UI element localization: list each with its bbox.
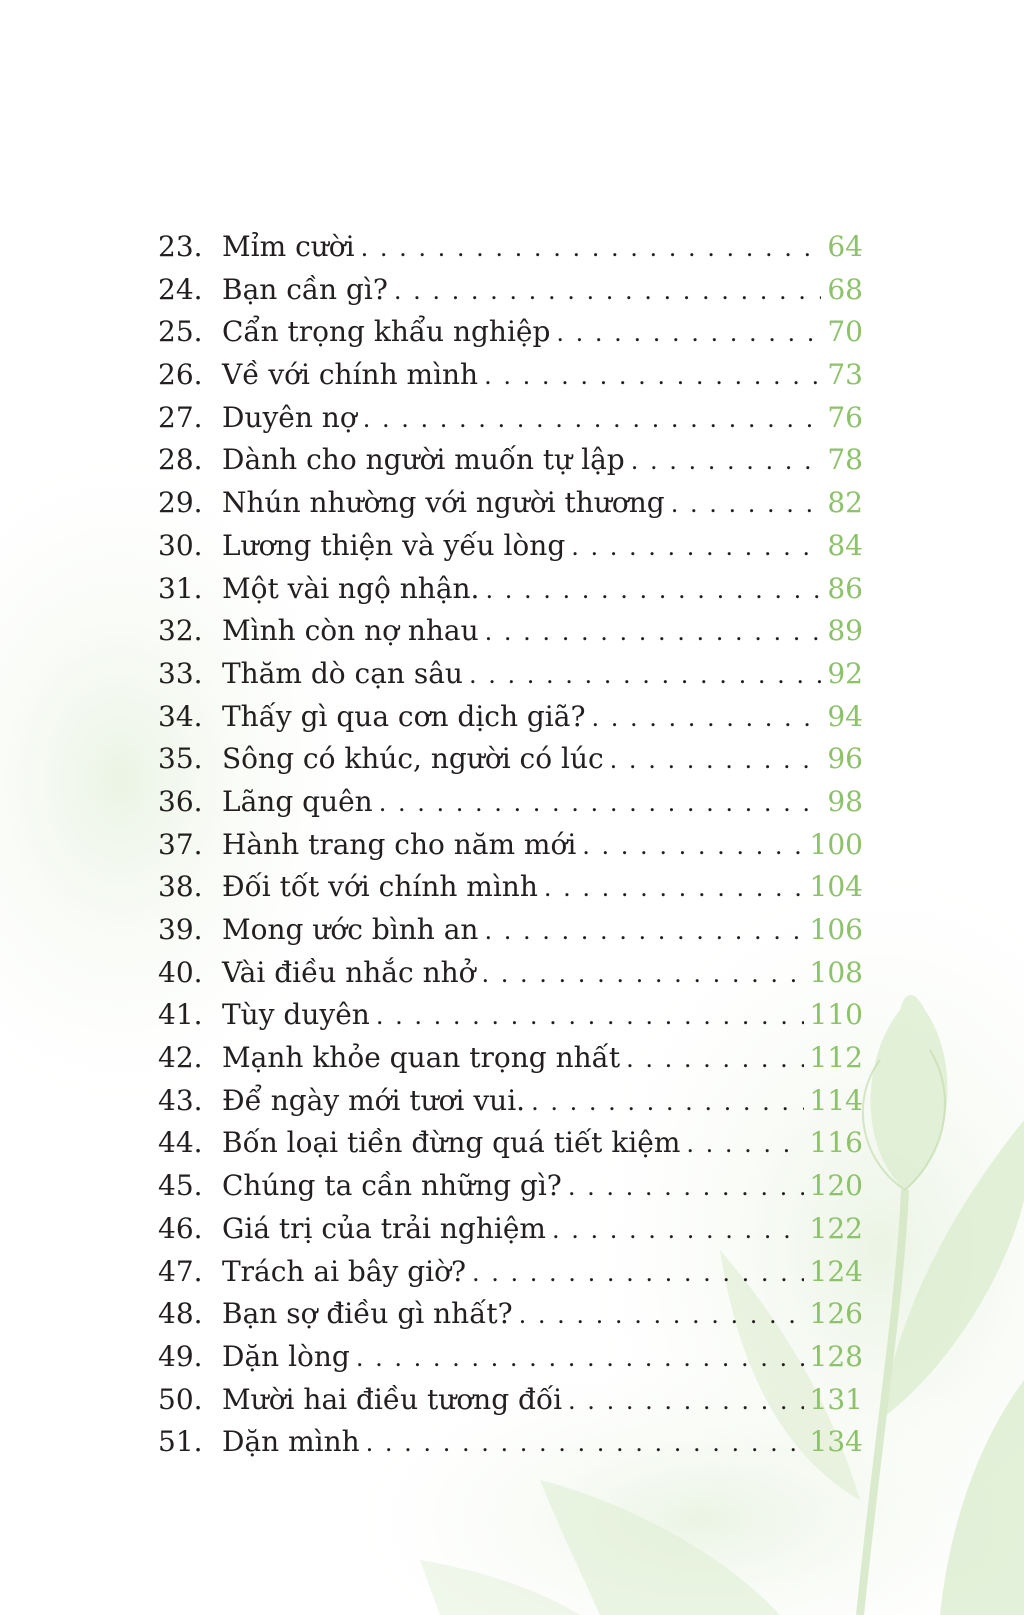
toc-dot-leader: [531, 1081, 803, 1124]
toc-dot-leader: [363, 398, 822, 441]
toc-entry-number: 26.: [158, 358, 203, 392]
toc-entry-number: 38.: [158, 870, 203, 904]
toc-entry-title: Bạn sợ điều gì nhất?: [222, 1297, 513, 1331]
toc-entry-number: 33.: [158, 656, 203, 690]
toc-entry-title: Đối tốt với chính mình: [222, 870, 538, 904]
toc-dot-leader: [472, 1252, 804, 1295]
toc-entry-page-number: 68: [827, 272, 863, 306]
toc-dot-leader: [631, 440, 822, 483]
toc-entry-number: 36.: [158, 784, 203, 818]
toc-entry-page-number: 96: [827, 742, 863, 776]
toc-entry-page-number: 84: [827, 528, 863, 562]
toc-dot-leader: [571, 526, 821, 569]
toc-entry: [158, 610, 863, 653]
toc-entry: [158, 952, 863, 995]
toc-entry: [158, 1251, 863, 1294]
toc-dot-leader: [686, 1123, 803, 1166]
toc-entry-number: 35.: [158, 742, 203, 776]
toc-entry-title: Để ngày mới tươi vui.: [222, 1083, 526, 1117]
toc-entry: [158, 482, 863, 525]
toc-entry-number: 23.: [158, 230, 203, 263]
toc-entry-title: Sông có khúc, người có lúc: [222, 742, 604, 776]
toc-entry-page-number: 76: [827, 400, 863, 434]
toc-entry: [158, 909, 863, 952]
toc-entry-number: 30.: [158, 528, 203, 562]
toc-entry-page-number: 134: [809, 1425, 863, 1459]
toc-entry-page-number: 108: [809, 955, 863, 989]
toc-entry-title: Giá trị của trải nghiệm: [222, 1211, 546, 1245]
toc-entry-page-number: 110: [809, 998, 863, 1032]
toc-entry-title: Tùy duyên: [222, 998, 370, 1032]
toc-entry: [158, 824, 863, 867]
toc-entry: [158, 781, 863, 824]
toc-dot-leader: [485, 611, 822, 654]
toc-entry-number: 44.: [158, 1126, 203, 1160]
toc-entry: [158, 696, 863, 739]
toc-entry-page-number: 112: [809, 1041, 863, 1075]
toc-entry-page-number: 86: [827, 571, 863, 605]
toc-dot-leader: [394, 270, 821, 313]
toc-entry: [158, 994, 863, 1037]
toc-entry-title: Lãng quên: [222, 784, 373, 818]
toc-entry: [158, 866, 863, 909]
toc-entry-number: 49.: [158, 1339, 203, 1373]
toc-dot-leader: [485, 569, 821, 612]
toc-entry: [158, 1421, 863, 1464]
toc-entry-title: Một vài ngộ nhận.: [222, 571, 480, 605]
toc-entry: [158, 1165, 863, 1208]
toc-entry-title: Mình còn nợ nhau: [222, 614, 479, 648]
toc-entry-title: Duyên nợ: [222, 400, 357, 434]
toc-entry-title: Mỉm cười: [222, 230, 355, 263]
toc-entry-title: Dặn mình: [222, 1425, 360, 1459]
toc-entry-number: 40.: [158, 955, 203, 989]
toc-entry-number: 43.: [158, 1083, 203, 1117]
toc-entry-number: 25.: [158, 315, 203, 349]
toc-dot-leader: [556, 312, 821, 355]
toc-dot-leader: [379, 782, 822, 825]
toc-dot-leader: [356, 1337, 804, 1380]
toc-entry: [158, 525, 863, 568]
toc-entry-number: 41.: [158, 998, 203, 1032]
toc-entry: [158, 269, 863, 312]
toc-entry: [158, 568, 863, 611]
toc-entry-page-number: 104: [809, 870, 863, 904]
toc-dot-leader: [484, 910, 803, 953]
toc-dot-leader: [482, 953, 804, 996]
toc-entry-page-number: 92: [827, 656, 863, 690]
toc-entry-page-number: 120: [809, 1169, 863, 1203]
toc-entry-title: Mười hai điều tương đối: [222, 1382, 563, 1416]
toc-entry-number: 27.: [158, 400, 203, 434]
toc-entry-title: Thăm dò cạn sâu: [222, 656, 463, 690]
toc-entry: [158, 1293, 863, 1336]
toc-entry-page-number: 128: [809, 1339, 863, 1373]
toc-entry: [158, 397, 863, 440]
toc-dot-leader: [519, 1294, 804, 1337]
toc-dot-leader: [366, 1422, 804, 1465]
toc-entry-number: 39.: [158, 913, 203, 946]
toc-entry-title: Bốn loại tiền đừng quá tiết kiệm: [222, 1126, 681, 1160]
toc-dot-leader: [582, 825, 803, 868]
toc-dot-leader: [552, 1209, 804, 1252]
toc-dot-leader: [568, 1380, 804, 1423]
table-of-contents: [158, 226, 863, 1464]
toc-entry: [158, 1122, 863, 1165]
toc-entry-title: Dặn lòng: [222, 1339, 350, 1373]
toc-entry: [158, 1208, 863, 1251]
toc-entry-number: 24.: [158, 272, 203, 306]
toc-entry-page-number: 124: [809, 1254, 863, 1288]
toc-entry-page-number: 94: [827, 699, 863, 733]
toc-dot-leader: [484, 355, 821, 398]
toc-entry-title: Hành trang cho năm mới: [222, 827, 577, 861]
toc-entry: [158, 226, 863, 269]
toc-entry-number: 28.: [158, 443, 203, 477]
toc-entry-title: Lương thiện và yếu lòng: [222, 528, 566, 562]
toc-entry-title: Cẩn trọng khẩu nghiệp: [222, 315, 551, 349]
toc-entry-title: Về với chính mình: [222, 358, 479, 392]
toc-entry-number: 32.: [158, 614, 203, 648]
toc-entry-number: 31.: [158, 571, 203, 605]
toc-entry-page-number: 100: [809, 827, 863, 861]
toc-entry-page-number: 78: [827, 443, 863, 477]
toc-entry-number: 42.: [158, 1041, 203, 1075]
toc-dot-leader: [568, 1166, 804, 1209]
toc-entry-page-number: 122: [809, 1211, 863, 1245]
toc-entry: [158, 1080, 863, 1123]
toc-entry-page-number: 98: [827, 784, 863, 818]
toc-entry-number: 48.: [158, 1297, 203, 1331]
toc-dot-leader: [626, 1038, 803, 1081]
toc-entry-title: Mạnh khỏe quan trọng nhất: [222, 1041, 621, 1075]
toc-entry-page-number: 131: [809, 1382, 863, 1416]
toc-entry-title: Chúng ta cần những gì?: [222, 1169, 562, 1203]
toc-dot-leader: [361, 227, 822, 270]
toc-entry-page-number: 82: [827, 486, 863, 520]
toc-entry-title: Nhún nhường với người thương: [222, 486, 665, 520]
toc-entry: [158, 1336, 863, 1379]
toc-entry-page-number: 106: [809, 913, 863, 946]
toc-entry-title: Dành cho người muốn tự lập: [222, 443, 625, 477]
toc-dot-leader: [610, 739, 822, 782]
toc-entry-number: 45.: [158, 1169, 203, 1203]
toc-entry: [158, 354, 863, 397]
toc-entry: [158, 738, 863, 781]
toc-entry: [158, 439, 863, 482]
toc-entry-number: 51.: [158, 1425, 203, 1459]
toc-entry-page-number: 116: [809, 1126, 863, 1160]
toc-entry-page-number: 70: [827, 315, 863, 349]
toc-entry-page-number: 73: [827, 358, 863, 392]
toc-entry-title: Trách ai bây giờ?: [222, 1254, 467, 1288]
toc-entry-number: 29.: [158, 486, 203, 520]
toc-entry-title: Vài điều nhắc nhở: [222, 955, 476, 989]
toc-entry-title: Bạn cần gì?: [222, 272, 388, 306]
toc-entry-number: 47.: [158, 1254, 203, 1288]
toc-dot-leader: [544, 867, 804, 910]
toc-dot-leader: [469, 654, 821, 697]
toc-entry-number: 50.: [158, 1382, 203, 1416]
toc-entry: [158, 653, 863, 696]
toc-dot-leader: [671, 483, 822, 526]
toc-dot-leader: [591, 697, 821, 740]
toc-entry-page-number: 89: [827, 614, 863, 648]
toc-entry: [158, 1037, 863, 1080]
toc-entry-page-number: 114: [809, 1083, 863, 1117]
toc-entry-page-number: 64: [827, 230, 863, 263]
toc-entry-number: 46.: [158, 1211, 203, 1245]
toc-entry: [158, 311, 863, 354]
toc-entry-number: 34.: [158, 699, 203, 733]
toc-entry: [158, 1379, 863, 1422]
toc-entry-number: 37.: [158, 827, 203, 861]
toc-entry-page-number: 126: [809, 1297, 863, 1331]
toc-entry-title: Thấy gì qua cơn dịch giã?: [222, 699, 586, 733]
toc-entry-title: Mong ước bình an: [222, 913, 479, 946]
toc-dot-leader: [376, 995, 804, 1038]
